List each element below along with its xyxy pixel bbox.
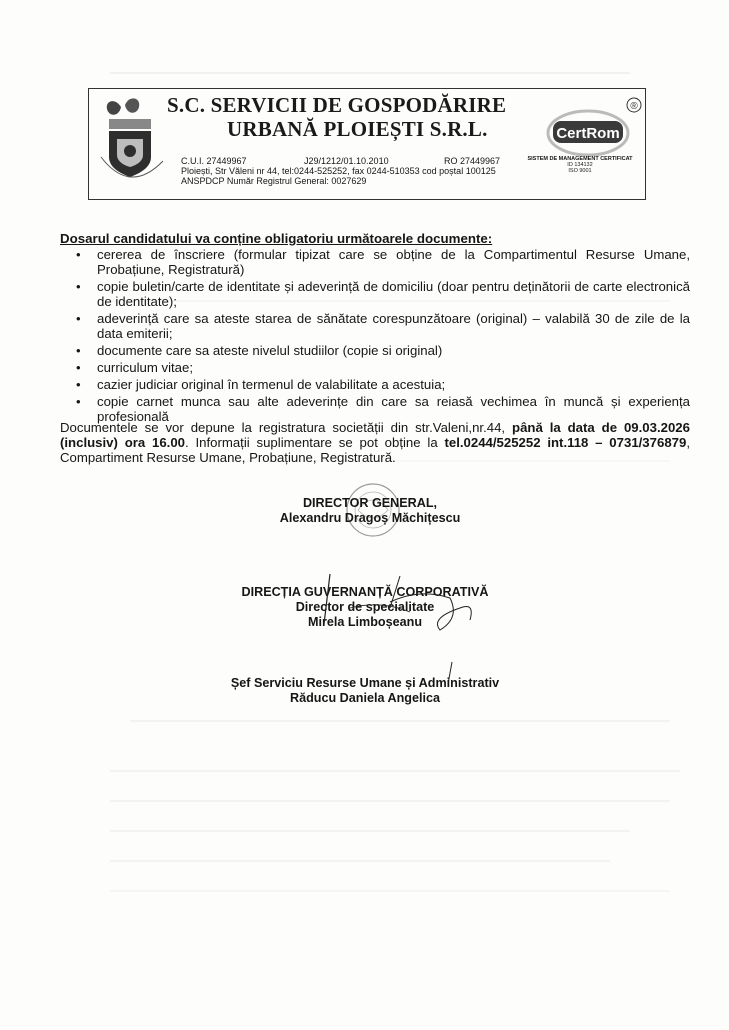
director-general-block <box>250 496 490 526</box>
deposit-text-1: Documentele se vor depune la registratura societății din str.Valeni,nr.44, <box>60 420 513 435</box>
address-text: Ploiești, Str Văleni nr 44, tel:0244-525252, fax 0244-510353 cod poștal 100125 <box>181 166 496 176</box>
ro-text: RO 27449967 <box>444 156 501 166</box>
list-item: • adeverință care sa ateste starea de sănătate corespunzătoare (original) – valabilă 30 de zile de la data emiterii; <box>60 311 690 341</box>
cert-text-id: ID 134132 <box>567 162 593 168</box>
letterhead <box>88 88 646 200</box>
certrom-badge <box>533 95 643 161</box>
cui-text: C.U.I. 27449967 <box>181 156 247 166</box>
handwritten-signature <box>290 568 490 638</box>
anspdcp-text: ANSPDCP Număr Registrul General: 0027629 <box>181 176 367 186</box>
certrom-label: CertRom <box>556 125 620 142</box>
deposit-paragraph <box>60 420 690 465</box>
dept-role: Director de specialitate <box>295 600 435 614</box>
director-name: Alexandru Dragoș Măchițescu <box>279 511 461 525</box>
list-item: • curriculum vitae; <box>60 360 690 375</box>
list-item: • cazier judiciar original în termenul de valabilitate a acestuia; <box>60 377 690 392</box>
dept-name: Mirela Limboșeanu <box>307 615 423 629</box>
dossier-list <box>60 247 690 426</box>
deposit-deadline: până la data de 09.03.2026 (inclusiv) ora 16.00 <box>60 420 690 450</box>
hr-title: Șef Serviciu Resurse Umane și Administrativ <box>230 676 500 690</box>
deposit-phone: tel.0244/525252 int.118 – 0731/376879 <box>444 435 687 450</box>
deposit-text-2: . Informații suplimentare se pot obține la <box>185 435 445 450</box>
list-item: • copie buletin/carte de identitate și adeverință de domiciliu (doar pentru deținătorii de carte electronică de identitate); <box>60 279 690 309</box>
dept-title: DIRECȚIA GUVERNANȚĂ CORPORATIVĂ <box>241 585 489 599</box>
hr-block <box>200 676 530 706</box>
director-title: DIRECTOR GENERAL, <box>302 496 438 510</box>
list-item: • documente care sa ateste nivelul studiilor (copie si original) <box>60 343 690 358</box>
company-name-line1: S.C. SERVICII DE GOSPODĂRIRE <box>167 93 507 117</box>
registered-mark: ® <box>630 101 638 112</box>
deposit-text-3: , Compartiment Resurse Umane, Probațiune, Registratură. <box>60 435 690 465</box>
company-crest-logo <box>97 95 171 195</box>
list-item: • cererea de înscriere (formular tipizat care se obține de la Compartimentul Resurse Umane, Probațiune, Registratură) <box>60 247 690 277</box>
company-name-line2: URBANĂ PLOIEȘTI S.R.L. <box>227 117 488 141</box>
cert-text-system: SISTEM DE MANAGEMENT CERTIFICAT <box>527 156 633 162</box>
hr-name: Răducu Daniela Angelica <box>290 691 440 705</box>
dossier-title: Dosarul candidatului va conține obligatoriu următoarele documente: <box>60 231 493 246</box>
list-item: • copie carnet munca sau alte adeverințe din care sa reiasă vechimea în muncă și experiența profesională <box>60 394 690 424</box>
cert-text-iso: ISO 9001 <box>568 168 592 174</box>
reg-com-text: J29/1212/01.10.2010 <box>304 156 389 166</box>
